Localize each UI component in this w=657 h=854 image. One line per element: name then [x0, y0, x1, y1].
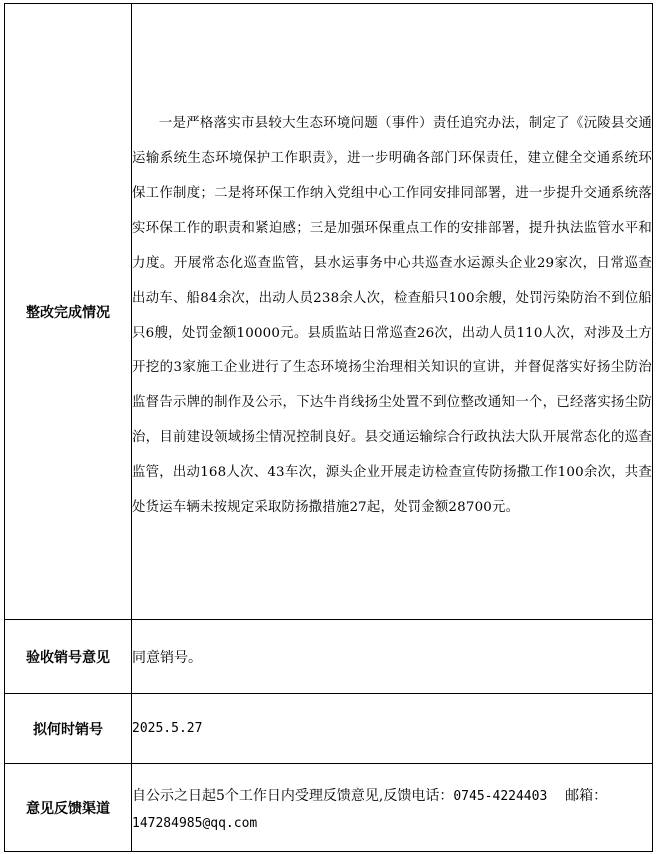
row-proposed-time	[5, 694, 653, 764]
feedback-intro: 自公示之日起5个工作日内受理反馈意见,反馈电话：	[132, 787, 454, 804]
feedback-text	[132, 779, 652, 837]
cell-rectification	[132, 4, 653, 620]
notice-table	[4, 3, 653, 852]
cell-feedback	[132, 764, 653, 852]
row-rectification	[5, 4, 653, 620]
proposed-time-text: 2025.5.27	[132, 721, 203, 736]
label-proposed-time: 拟何时销号	[5, 694, 132, 764]
label-feedback: 意见反馈渠道	[5, 764, 132, 852]
row-feedback	[5, 764, 653, 852]
acceptance-text: 同意销号。	[132, 649, 202, 666]
cell-acceptance	[132, 620, 653, 694]
feedback-phone: 0745-4224403	[453, 788, 548, 804]
label-rectification: 整改完成情况	[5, 4, 132, 620]
label-acceptance: 验收销号意见	[5, 620, 132, 694]
feedback-mail-label: 邮箱：	[565, 787, 608, 804]
rectification-text: 一是严格落实市县较大生态环境问题（事件）责任追究办法，制定了《沅陵县交通运输系统生态环境保护工作职责》，进一步明确各部门环保责任，建立健全交通系统环保工作制度；二是将环保工作纳入党组中心工作同安排同部署，进一步提升交通系统落实环保工作的职责和紧迫感；三是加强环保重点工作的安排部署，提升执法监管水平和力度。开展常态化巡查监管，县水运事务中心共巡查水运源头企业29家次，日常巡查出动车、船84余次，出动人员238余人次，检查船只100余艘，处罚污染防治不到位船只6艘，处罚金额10000元。县质监站日常巡查26次，出动人员110人次，对涉及土方开挖的3家施工企业进行了生态环境扬尘治理相关知识的宣讲，并督促落实好扬尘防治监督告示牌的制作及公示，下达牛肖线扬尘处置不到位整改通知一个，已经落实扬尘防治，目前建设领域扬尘情况控制良好。县交通运输综合行政执法大队开展常态化的巡查监管，出动168人次、43车次，源头企业开展走访检查宣传防扬撒工作100余次，共查处货运车辆未按规定采取防扬撒措施27起，处罚金额28700元。	[132, 116, 652, 516]
feedback-email: 147284985@qq.com	[132, 815, 258, 831]
cell-proposed-time	[132, 694, 653, 764]
row-acceptance	[5, 620, 653, 694]
